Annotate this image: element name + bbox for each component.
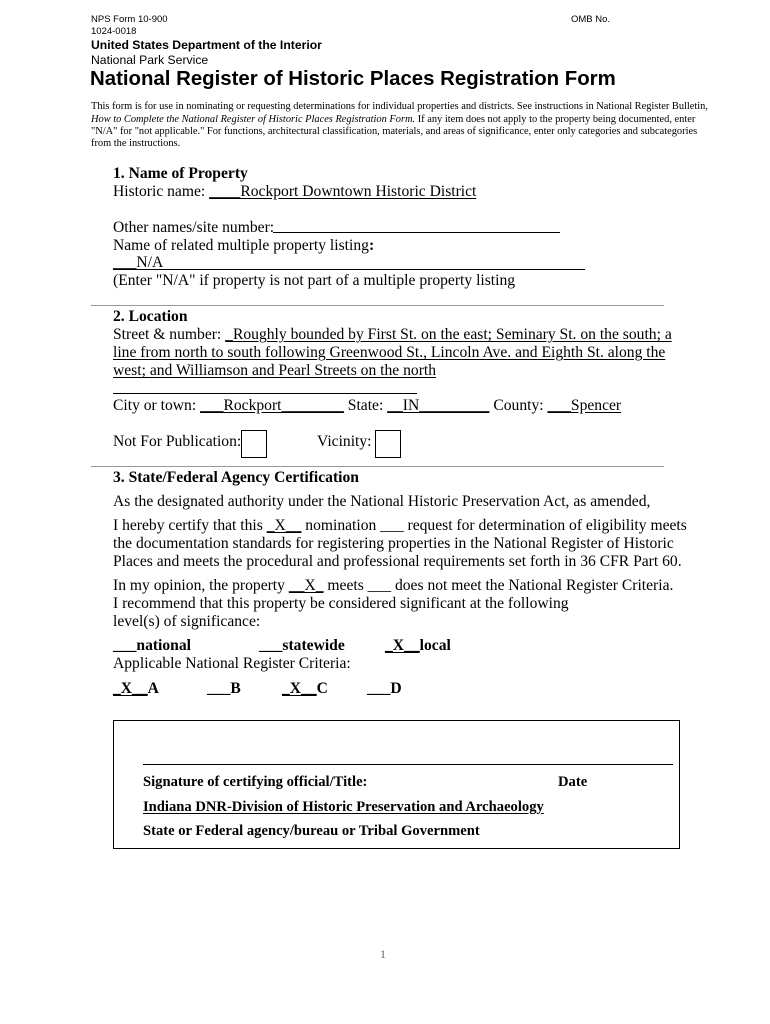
historic-name-row <box>113 183 476 201</box>
recommend-line-2: level(s) of significance: <box>113 613 261 630</box>
related-listing-value[interactable]: ___N/A <box>113 254 164 271</box>
certify-line-3: Places and meets the procedural and professional requirements set forth in 36 CFR Part 60. <box>113 553 682 570</box>
section-divider-2 <box>91 466 664 467</box>
criterion-a-label: A <box>147 680 159 697</box>
criterion-b-label: B <box>230 680 241 697</box>
agency-label: State or Federal agency/bureau or Tribal Government <box>143 823 480 839</box>
level-local-mark[interactable]: _X__ <box>385 637 420 654</box>
intro-line-2 <box>91 114 695 127</box>
page-title: National Register of Historic Places Registration Form <box>90 68 616 90</box>
does-not-meet-label: does not meet the National Register Criteria. <box>391 577 674 594</box>
recommend-line-1: I recommend that this property be considered significant at the following <box>113 595 569 612</box>
related-listing-label <box>113 237 374 255</box>
county-label: County: <box>489 397 548 414</box>
historic-name-value[interactable]: ____Rockport Downtown Historic District <box>209 183 477 200</box>
form-number: NPS Form 10-900 <box>91 14 168 25</box>
form-code: 1024-0018 <box>91 26 137 37</box>
section-3-heading: 3. State/Federal Agency Certification <box>113 469 359 486</box>
not-for-publication-checkbox[interactable] <box>241 430 267 458</box>
criterion-a[interactable] <box>113 680 159 698</box>
meets-label: meets <box>323 577 368 594</box>
section-1-heading: 1. Name of Property <box>113 165 248 182</box>
intro-line-1: This form is for use in nominating or requesting determinations for individual properties and districts. See instructions in National Register Bulletin, <box>91 101 708 112</box>
street-extra-field[interactable] <box>113 393 417 394</box>
vicinity-checkbox[interactable] <box>375 430 401 458</box>
city-label: City or town: <box>113 397 201 414</box>
request-label: request for determination of eligibility meets <box>403 517 687 534</box>
related-listing-colon: : <box>368 237 375 254</box>
related-listing-field <box>113 269 585 270</box>
level-local[interactable] <box>385 637 451 655</box>
intro-line-4: from the instructions. <box>91 138 181 149</box>
date-label: Date <box>558 774 588 790</box>
criterion-b-mark[interactable]: ___ <box>207 680 231 697</box>
signature-line[interactable] <box>143 764 673 765</box>
section-2-heading: 2. Location <box>113 308 188 325</box>
agency-name: Indiana DNR-Division of Historic Preservation and Archaeology <box>143 799 544 815</box>
meets-mark[interactable]: __X_ <box>288 577 324 594</box>
level-statewide[interactable]: ___statewide <box>259 637 345 654</box>
request-mark[interactable]: ___ <box>380 517 404 534</box>
street-row <box>113 326 672 344</box>
department-name: United States Department of the Interior <box>91 38 322 52</box>
service-name: National Park Service <box>91 53 209 67</box>
other-names-label: Other names/site number: <box>113 219 275 236</box>
state-value[interactable]: __IN_________ <box>387 397 490 414</box>
other-names-field[interactable] <box>273 232 560 233</box>
opinion-line <box>113 577 673 595</box>
certify-line-1 <box>113 517 687 535</box>
criterion-a-mark[interactable]: _X__ <box>113 680 148 697</box>
criterion-d[interactable] <box>367 680 402 698</box>
state-label: State: <box>343 397 388 414</box>
criterion-d-label: D <box>390 680 402 697</box>
does-not-meet-mark[interactable]: ___ <box>367 577 392 594</box>
criterion-c-mark[interactable]: _X__ <box>282 680 317 697</box>
related-listing-text: Name of related multiple property listing <box>113 237 369 254</box>
vicinity-label: Vicinity: <box>317 433 372 450</box>
nomination-mark[interactable]: _X__ <box>266 517 302 534</box>
signature-label: Signature of certifying official/Title: <box>143 774 368 790</box>
authority-statement: As the designated authority under the National Historic Preservation Act, as amended, <box>113 493 651 510</box>
criterion-d-mark[interactable]: ___ <box>367 680 391 697</box>
street-label: Street & number: <box>113 326 226 343</box>
city-value[interactable]: ___Rockport________ <box>200 397 344 414</box>
street-value-line-2[interactable]: line from north to south following Greenwood St., Lincoln Ave. and Eighth St. along the <box>113 344 666 361</box>
street-value-line-3[interactable]: west; and Williamson and Pearl Streets on the north <box>113 362 437 379</box>
criterion-b[interactable] <box>207 680 241 698</box>
opinion-text: In my opinion, the property <box>113 577 289 594</box>
criterion-c-label: C <box>316 680 328 697</box>
street-value-line-1[interactable]: _Roughly bounded by First St. on the east; Seminary St. on the south; a <box>225 326 672 343</box>
intro-line-3: "N/A" for "not applicable." For functions, architectural classification, materials, and areas of significance, enter only categories and subcategories <box>91 126 698 137</box>
bulletin-title: How to Complete the National Register of Historic Places Registration Form. <box>91 114 416 125</box>
level-local-label: local <box>419 637 451 654</box>
page-number: 1 <box>380 947 386 961</box>
city-state-county-row <box>113 397 621 415</box>
intro-line-2-rest: If any item does not apply to the property being documented, enter <box>415 114 696 125</box>
related-listing-note: (Enter "N/A" if property is not part of a multiple property listing <box>113 272 516 289</box>
county-value[interactable]: ___Spencer <box>547 397 622 414</box>
criterion-c[interactable] <box>282 680 328 698</box>
certify-text: I hereby certify that this <box>113 517 267 534</box>
omb-number: OMB No. <box>571 14 611 25</box>
not-for-publication-label: Not For Publication: <box>113 433 242 450</box>
nomination-label: nomination <box>301 517 381 534</box>
historic-name-label: Historic name: <box>113 183 210 200</box>
section-divider-1 <box>91 305 664 306</box>
criteria-label: Applicable National Register Criteria: <box>113 655 351 672</box>
certify-line-2: the documentation standards for registering properties in the National Register of Historic <box>113 535 674 552</box>
level-national[interactable]: ___national <box>113 637 191 654</box>
